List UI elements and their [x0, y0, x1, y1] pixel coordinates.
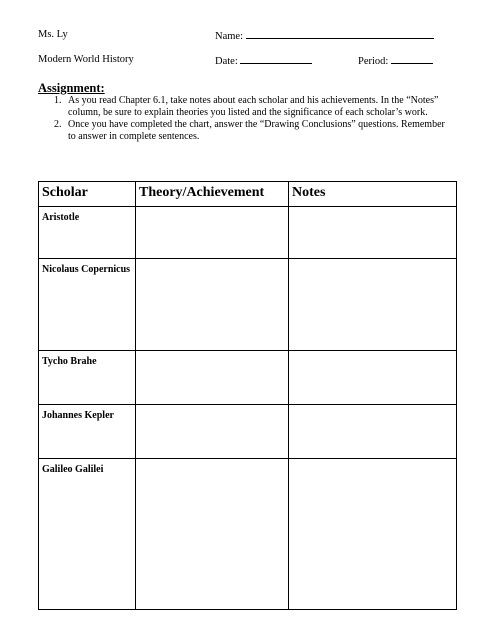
scholar-name: Johannes Kepler [39, 405, 136, 459]
scholar-name: Tycho Brahe [39, 351, 136, 405]
theory-cell[interactable] [136, 207, 289, 259]
scholar-chart [38, 181, 457, 610]
notes-cell[interactable] [289, 351, 457, 405]
table-row [39, 459, 457, 610]
notes-cell[interactable] [289, 207, 457, 259]
step-text: As you read Chapter 6.1, take notes about each scholar and his achievements. In the “Notes” column, be sure to explain theories you listed and the significance of each scholar’s work. [68, 95, 439, 118]
theory-cell[interactable] [136, 259, 289, 351]
notes-cell[interactable] [289, 405, 457, 459]
teacher-name: Ms. Ly [38, 29, 68, 40]
step-text: Once you have completed the chart, answer the “Drawing Conclusions” questions. Remember to answer in complete sentences. [68, 119, 445, 142]
theory-cell[interactable] [136, 405, 289, 459]
notes-cell[interactable] [289, 459, 457, 610]
assignment-steps [54, 95, 454, 143]
scholar-name: Aristotle [39, 207, 136, 259]
assignment-step [54, 119, 454, 143]
theory-cell[interactable] [136, 459, 289, 610]
column-header-notes: Notes [289, 182, 457, 207]
period-field [358, 54, 433, 68]
notes-cell[interactable] [289, 259, 457, 351]
course-title: Modern World History [38, 54, 134, 65]
name-field [215, 29, 434, 43]
column-header-scholar: Scholar [39, 182, 136, 207]
step-number: 1. [54, 95, 62, 106]
period-label: Period: [358, 56, 389, 67]
date-field [215, 54, 312, 68]
assignment-step [54, 95, 454, 119]
name-blank[interactable] [246, 29, 434, 39]
name-label: Name: [215, 31, 243, 42]
chart-header-row [39, 182, 457, 207]
theory-cell[interactable] [136, 351, 289, 405]
date-label: Date: [215, 56, 238, 67]
step-number: 2. [54, 119, 62, 130]
scholar-name: Galileo Galilei [39, 459, 136, 610]
assignment-heading: Assignment: [38, 81, 105, 95]
scholar-name: Nicolaus Copernicus [39, 259, 136, 351]
table-row [39, 259, 457, 351]
table-row [39, 207, 457, 259]
table-row [39, 405, 457, 459]
column-header-theory: Theory/Achievement [136, 182, 289, 207]
table-row [39, 351, 457, 405]
period-blank[interactable] [391, 54, 433, 64]
date-blank[interactable] [240, 54, 312, 64]
